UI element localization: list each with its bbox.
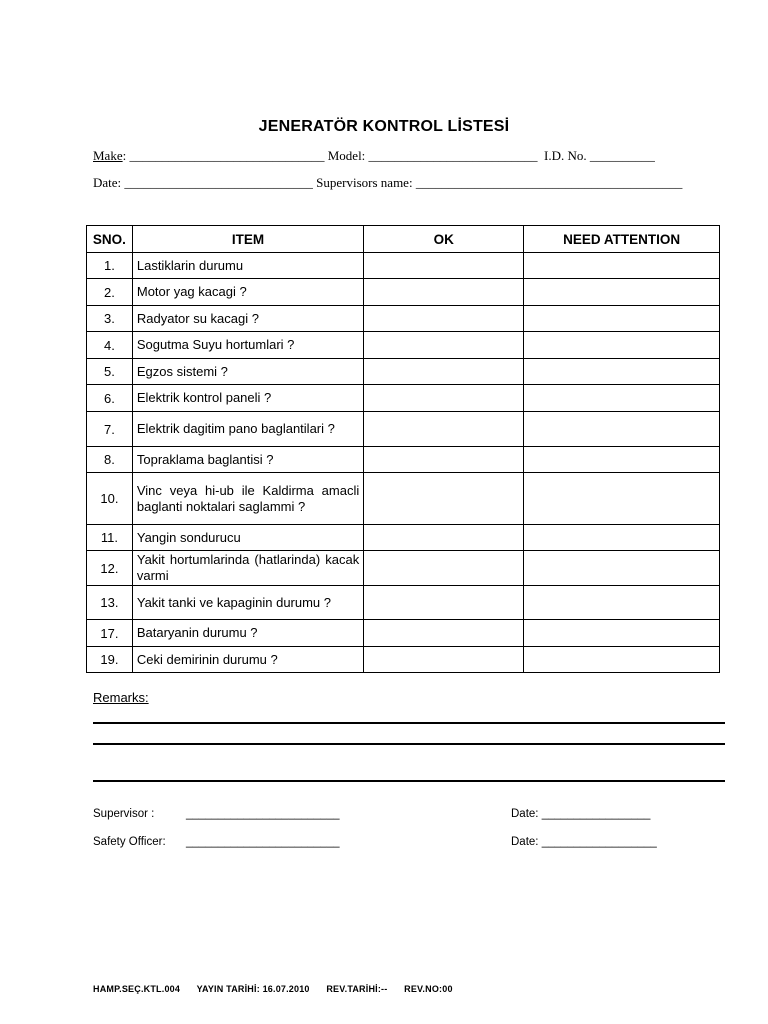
row-need-attention-checkbox-cell[interactable] — [524, 332, 720, 359]
row-sno: 8. — [87, 447, 133, 473]
date-label: Date: — [93, 175, 125, 190]
row-item: Sogutma Suyu hortumlari ? — [132, 332, 363, 359]
row-item: Radyator su kacagi ? — [132, 306, 363, 332]
table-row — [87, 551, 720, 586]
footer-revision-date: REV.TARİHİ:-- — [326, 984, 388, 994]
row-need-attention-checkbox-cell[interactable] — [524, 473, 720, 525]
table-row — [87, 525, 720, 551]
row-sno: 19. — [87, 647, 133, 673]
row-ok-checkbox-cell[interactable] — [364, 647, 524, 673]
row-need-attention-checkbox-cell[interactable] — [524, 279, 720, 306]
table-row — [87, 359, 720, 385]
safety-officer-date-field[interactable]: __________________ — [541, 836, 657, 848]
row-sno: 4. — [87, 332, 133, 359]
column-header-ok: OK — [364, 226, 524, 253]
supervisor-date — [511, 808, 650, 820]
table-row — [87, 412, 720, 447]
row-need-attention-checkbox-cell[interactable] — [524, 359, 720, 385]
id-field[interactable]: __________ — [589, 148, 655, 163]
row-ok-checkbox-cell[interactable] — [364, 359, 524, 385]
row-item: Egzos sistemi ? — [132, 359, 363, 385]
table-header-row — [87, 226, 720, 253]
supervisor-date-label: Date: — [511, 808, 542, 820]
safety-officer-signature-field[interactable]: ________________________ — [186, 836, 340, 848]
footer-doc-code: HAMP.SEÇ.KTL.004 — [93, 984, 181, 994]
table-row — [87, 332, 720, 359]
table-row — [87, 473, 720, 525]
table-row — [87, 447, 720, 473]
row-ok-checkbox-cell[interactable] — [364, 447, 524, 473]
header-line-make-model-id — [93, 148, 655, 164]
row-item: Lastiklarin durumu — [132, 253, 363, 279]
row-item: Motor yag kacagi ? — [132, 279, 363, 306]
row-item: Yangin sondurucu — [132, 525, 363, 551]
row-need-attention-checkbox-cell[interactable] — [524, 412, 720, 447]
model-label: Model: — [327, 148, 369, 163]
remarks-line-3[interactable] — [93, 780, 725, 782]
row-ok-checkbox-cell[interactable] — [364, 620, 524, 647]
footer-revision-number: REV.NO:00 — [404, 984, 453, 994]
row-need-attention-checkbox-cell[interactable] — [524, 447, 720, 473]
header-line-date-supervisor — [93, 175, 682, 191]
safety-officer-date-label: Date: — [511, 836, 542, 848]
table-row — [87, 620, 720, 647]
row-item: Ceki demirinin durumu ? — [132, 647, 363, 673]
checklist-table — [86, 225, 720, 673]
row-need-attention-checkbox-cell[interactable] — [524, 525, 720, 551]
document-footer — [93, 984, 467, 994]
document-title: JENERATÖR KONTROL LİSTESİ — [258, 118, 510, 135]
row-item: Elektrik kontrol paneli ? — [132, 385, 363, 412]
row-sno: 2. — [87, 279, 133, 306]
row-item: Topraklama baglantisi ? — [132, 447, 363, 473]
row-sno: 13. — [87, 586, 133, 620]
row-item: Yakit hortumlarinda (hatlarinda) kacak varmi — [132, 551, 363, 586]
row-ok-checkbox-cell[interactable] — [364, 385, 524, 412]
row-need-attention-checkbox-cell[interactable] — [524, 253, 720, 279]
make-label: Make — [93, 148, 123, 163]
make-field[interactable]: : ______________________________ — [122, 148, 325, 163]
row-sno: 7. — [87, 412, 133, 447]
row-item: Elektrik dagitim pano baglantilari ? — [132, 412, 363, 447]
remarks-line-1[interactable] — [93, 722, 725, 724]
column-header-sno: SNO. — [87, 226, 133, 253]
footer-publish-date: YAYIN TARİHİ: 16.07.2010 — [196, 984, 310, 994]
table-row — [87, 385, 720, 412]
row-need-attention-checkbox-cell[interactable] — [524, 586, 720, 620]
safety-officer-date — [511, 836, 657, 848]
row-need-attention-checkbox-cell[interactable] — [524, 385, 720, 412]
row-ok-checkbox-cell[interactable] — [364, 306, 524, 332]
column-header-need-attention: NEED ATTENTION — [524, 226, 720, 253]
row-need-attention-checkbox-cell[interactable] — [524, 620, 720, 647]
row-ok-checkbox-cell[interactable] — [364, 525, 524, 551]
supervisor-name-label: Supervisors name: — [316, 175, 416, 190]
table-row — [87, 647, 720, 673]
remarks-line-2[interactable] — [93, 743, 725, 745]
row-ok-checkbox-cell[interactable] — [364, 586, 524, 620]
row-sno: 10. — [87, 473, 133, 525]
row-item: Vinc veya hi-ub ile Kaldirma amacli baglanti noktalari saglammi ? — [132, 473, 363, 525]
date-field[interactable]: _____________________________ — [124, 175, 313, 190]
row-ok-checkbox-cell[interactable] — [364, 412, 524, 447]
table-row — [87, 253, 720, 279]
row-need-attention-checkbox-cell[interactable] — [524, 306, 720, 332]
row-item: Yakit tanki ve kapaginin durumu ? — [132, 586, 363, 620]
remarks-label: Remarks: — [93, 690, 149, 705]
row-ok-checkbox-cell[interactable] — [364, 551, 524, 586]
row-sno: 6. — [87, 385, 133, 412]
supervisor-name-field[interactable]: _________________________________________ — [415, 175, 683, 190]
row-sno: 12. — [87, 551, 133, 586]
table-row — [87, 279, 720, 306]
row-sno: 11. — [87, 525, 133, 551]
row-sno: 3. — [87, 306, 133, 332]
row-sno: 1. — [87, 253, 133, 279]
model-field[interactable]: __________________________ — [368, 148, 538, 163]
row-need-attention-checkbox-cell[interactable] — [524, 647, 720, 673]
safety-officer-label: Safety Officer: — [93, 836, 166, 848]
row-sno: 17. — [87, 620, 133, 647]
id-label: I.D. No. — [544, 148, 590, 163]
row-ok-checkbox-cell[interactable] — [364, 473, 524, 525]
row-ok-checkbox-cell[interactable] — [364, 279, 524, 306]
row-ok-checkbox-cell[interactable] — [364, 253, 524, 279]
row-sno: 5. — [87, 359, 133, 385]
table-row — [87, 306, 720, 332]
row-item: Bataryanin durumu ? — [132, 620, 363, 647]
supervisor-date-field[interactable]: _________________ — [541, 808, 651, 820]
supervisor-signature-label: Supervisor : — [93, 808, 155, 820]
supervisor-signature-field[interactable]: ________________________ — [186, 808, 340, 820]
row-need-attention-checkbox-cell[interactable] — [524, 551, 720, 586]
table-row — [87, 586, 720, 620]
column-header-item: ITEM — [132, 226, 363, 253]
row-ok-checkbox-cell[interactable] — [364, 332, 524, 359]
